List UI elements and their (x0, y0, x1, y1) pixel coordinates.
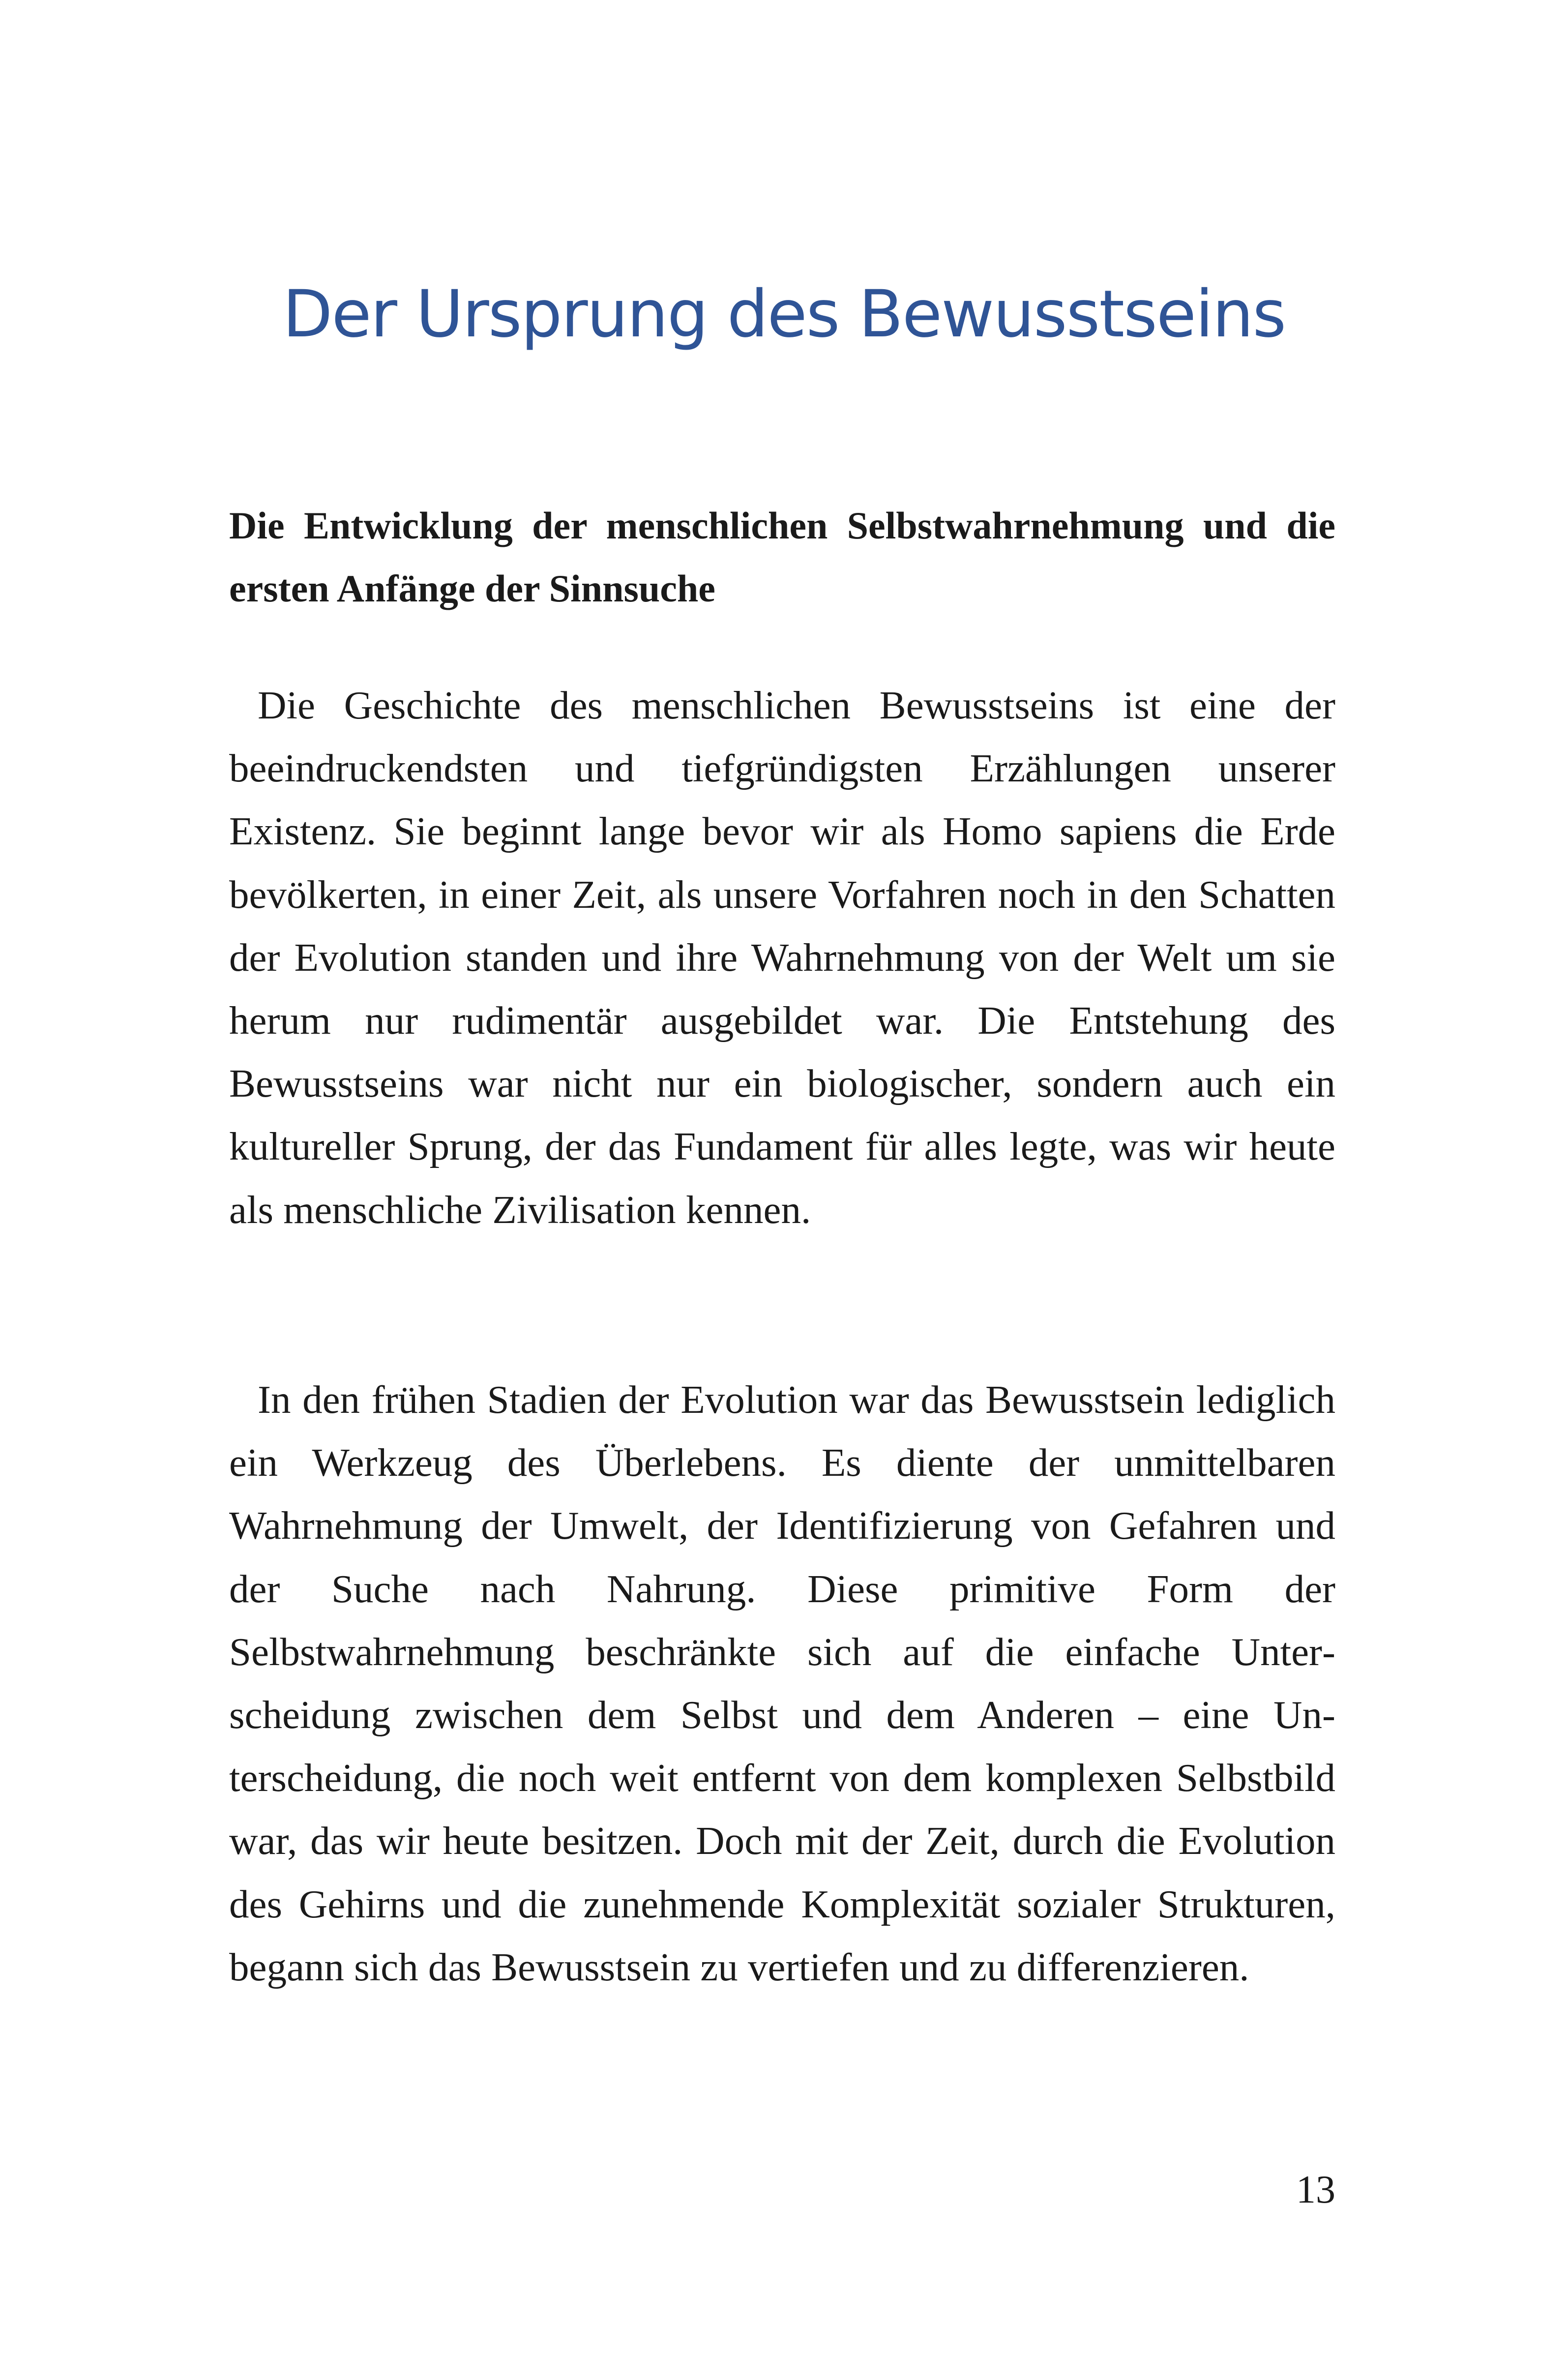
page-number: 13 (1296, 2168, 1335, 2211)
section-heading: Die Entwicklung der menschlichen Selbstwahrnehmung und die ersten Anfänge der Sinnsuche (229, 504, 1335, 610)
chapter-title: Der Ursprung des Bewusstseins (282, 276, 1286, 352)
body-paragraph-1: Die Geschichte des menschlichen Bewusstseins ist eine der beeindruckendsten und tiefgründigsten Erzählungen unserer Existenz. Sie beginnt lange bevor wir als Homo sapiens die Erde bevölkerten, in einer Zeit, als unsere Vorfahren noch in den Schatten der Evolution standen und ihre Wahrnehmung von der Welt um sie herum nur rudimentär ausgebildet war. Die Entstehung des Bewusstseins war nicht nur ein biologischer, sondern auch ein kultureller Sprung, der das Fundament für alles legte, was wir heute als menschliche Zivilisation kennen. (229, 683, 1335, 1232)
body-paragraph-2: In den frühen Stadien der Evolution war das Bewusstsein lediglich ein Werkzeug des Überlebens. Es diente der unmittelbaren Wahrnehmung der Umwelt, der Identifizierung von Gefahren und der Suche nach Nahrung. Diese primitive Form der Selbstwahrnehmung beschränkte sich auf die einfache Unterscheidung zwischen dem Selbst und dem Anderen – eine Unterscheidung, die noch weit entfernt von dem komplexen Selbstbild war, das wir heute besitzen. Doch mit der Zeit, durch die Evolution des Gehirns und die zunehmende Komplexität sozialer Strukturen, begann sich das Bewusstsein zu vertiefen und zu differenzieren. (229, 1377, 1335, 1989)
